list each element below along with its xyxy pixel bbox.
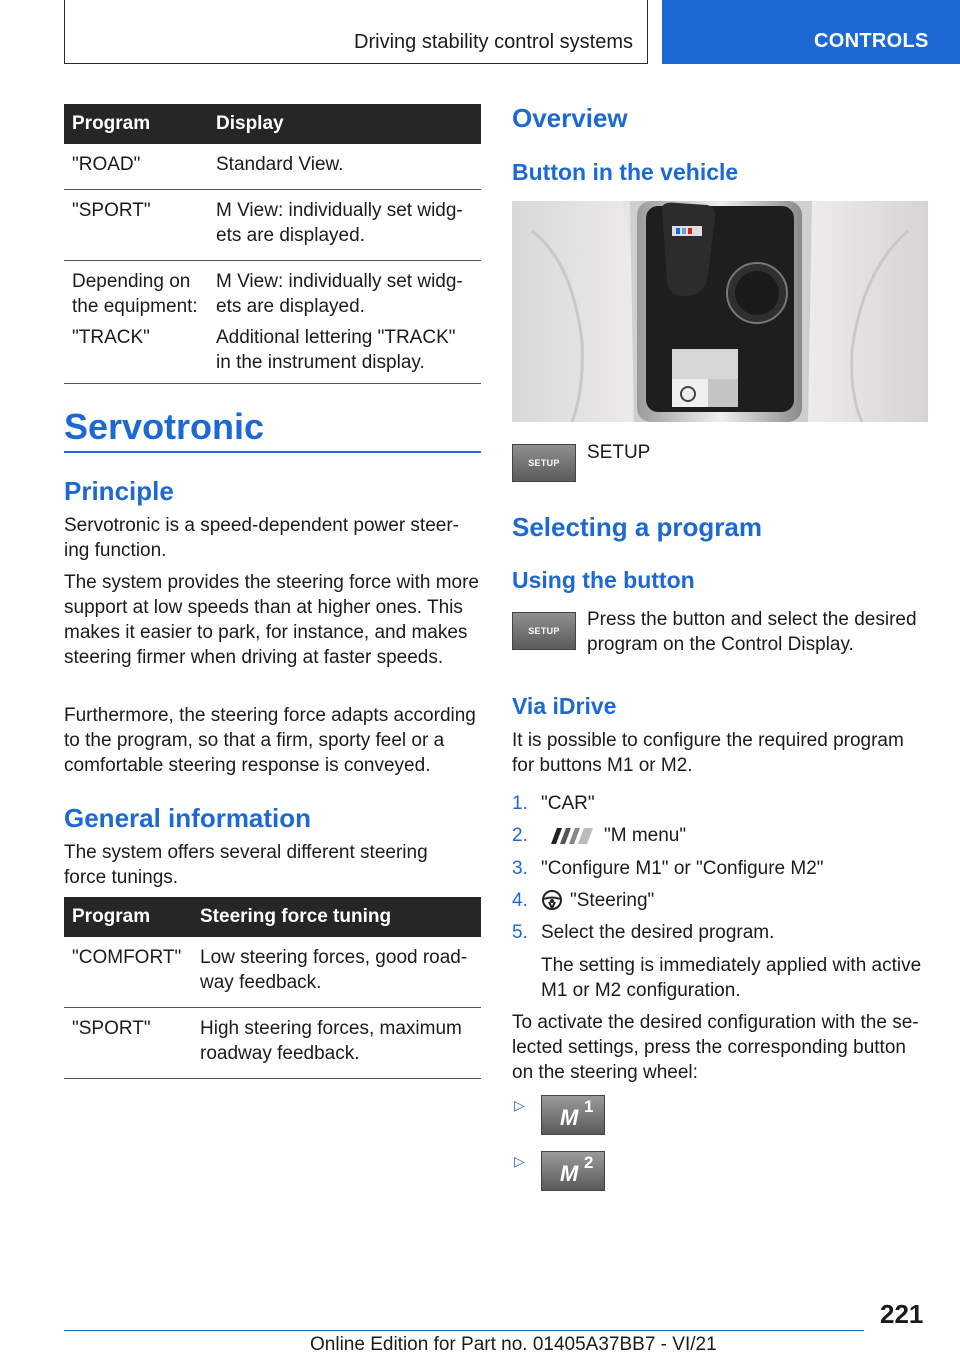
table-row xyxy=(64,1008,481,1079)
step-text: "Steering" xyxy=(570,890,655,911)
principle-paragraph-3: Furthermore, the steering force adapts according to the program, so that a firm, sporty feel or a comfortable steering response is conveyed. xyxy=(64,705,476,776)
table-cell: "SPORT" xyxy=(64,1008,192,1079)
m1-button-letter: M xyxy=(560,1105,579,1130)
setup-icon-text: SETUP xyxy=(528,626,560,636)
overview-title: Overview xyxy=(512,103,628,133)
general-info-paragraph: The system offers several different steering force tunings. xyxy=(64,842,428,888)
table-cell: M View: individually set widg-ets are displayed. xyxy=(216,271,463,317)
step-number: 2. xyxy=(512,825,528,846)
principle-paragraph-2: The system provides the steering force with more support at low speeds than at higher ones. This makes it easier to park, for instance, and makes steering firmer when driving at faster speeds. xyxy=(64,572,480,668)
table-row xyxy=(64,937,481,1008)
step-text: "M menu" xyxy=(604,825,687,846)
table-cell: M View: individually set widg-ets are displayed. xyxy=(208,190,481,261)
principle-heading: Principle xyxy=(64,476,174,506)
table-cell: "ROAD" xyxy=(64,144,208,190)
vehicle-console-photo xyxy=(512,201,928,422)
m1-button[interactable] xyxy=(541,1095,605,1135)
table-row xyxy=(64,261,481,324)
display-col-program: Program xyxy=(64,104,208,144)
step5-note: The setting is immediately applied with active M1 or M2 configuration. xyxy=(541,955,922,1001)
servotronic-title: Servotronic xyxy=(64,406,265,447)
section-divider xyxy=(64,451,481,453)
table-cell: High steering forces, maximum roadway feedback. xyxy=(192,1008,481,1079)
page-number: 221 xyxy=(880,1299,924,1329)
using-button-heading: Using the button xyxy=(512,567,695,593)
list-item xyxy=(512,888,528,913)
table-cell: "COMFORT" xyxy=(64,937,192,1008)
table-cell: Additional lettering "TRACK" in the instrument display. xyxy=(208,323,481,384)
header-chapter-label: CONTROLS xyxy=(814,30,929,52)
list-item xyxy=(512,856,528,881)
via-idrive-heading: Via iDrive xyxy=(512,693,617,719)
table-row xyxy=(64,190,481,261)
activate-text: To activate the desired configuration with the se-lected settings, press the corresponding button on the steering wheel: xyxy=(512,1012,919,1083)
table-cell: "SPORT" xyxy=(64,190,208,261)
general-info-heading: General information xyxy=(64,803,312,833)
m2-button-number: 2 xyxy=(584,1153,594,1172)
setup-button-icon xyxy=(512,612,576,650)
step-text: "Configure M1" or "Configure M2" xyxy=(541,858,824,879)
list-item xyxy=(512,791,528,816)
using-button-text: Press the button and select the desired program on the Control Display. xyxy=(587,609,917,655)
selecting-program-title: Selecting a program xyxy=(512,512,762,542)
tuning-col-tuning: Steering force tuning xyxy=(192,897,481,937)
table-cell: Standard View. xyxy=(208,144,481,190)
step-number: 3. xyxy=(512,858,528,879)
header-section-title: Driving stability control systems xyxy=(354,31,633,53)
bullet-icon: ▷ xyxy=(514,1153,525,1169)
setup-button-icon xyxy=(512,444,576,482)
bullet-icon: ▷ xyxy=(514,1097,525,1113)
setup-icon-text: SETUP xyxy=(528,458,560,468)
table-cell: Depending on the equipment: xyxy=(72,271,198,317)
m2-button[interactable] xyxy=(541,1151,605,1191)
step-number: 5. xyxy=(512,922,528,943)
m2-button-letter: M xyxy=(560,1161,579,1186)
footer-divider xyxy=(64,1330,864,1331)
via-idrive-text: It is possible to configure the required program for buttons M1 or M2. xyxy=(512,730,904,776)
footer-edition: Online Edition for Part no. 01405A37BB7 - VI/21 xyxy=(310,1334,717,1355)
tuning-table xyxy=(64,897,481,1079)
display-col-display: Display xyxy=(208,104,481,144)
setup-label: SETUP xyxy=(587,442,651,463)
table-cell: Low steering forces, good road-way feedback. xyxy=(192,937,481,1008)
step-number: 4. xyxy=(512,890,528,911)
list-item xyxy=(512,920,528,945)
tuning-col-program: Program xyxy=(64,897,192,937)
table-row xyxy=(64,323,481,384)
table-cell: "TRACK" xyxy=(64,323,208,384)
header-section-box xyxy=(64,0,648,64)
table-row xyxy=(64,144,481,190)
button-in-vehicle-heading: Button in the vehicle xyxy=(512,159,739,185)
display-table xyxy=(64,104,481,384)
step-text: Select the desired program. xyxy=(541,922,775,943)
m-menu-icon xyxy=(545,826,597,846)
principle-paragraph-1: Servotronic is a speed-dependent power steer-ing function. xyxy=(64,515,460,561)
list-item xyxy=(512,823,528,848)
step-text: "CAR" xyxy=(541,793,595,814)
m1-button-number: 1 xyxy=(584,1097,594,1116)
steering-wheel-icon xyxy=(541,889,563,911)
step-number: 1. xyxy=(512,793,528,814)
header-chapter-tab[interactable] xyxy=(662,0,960,64)
